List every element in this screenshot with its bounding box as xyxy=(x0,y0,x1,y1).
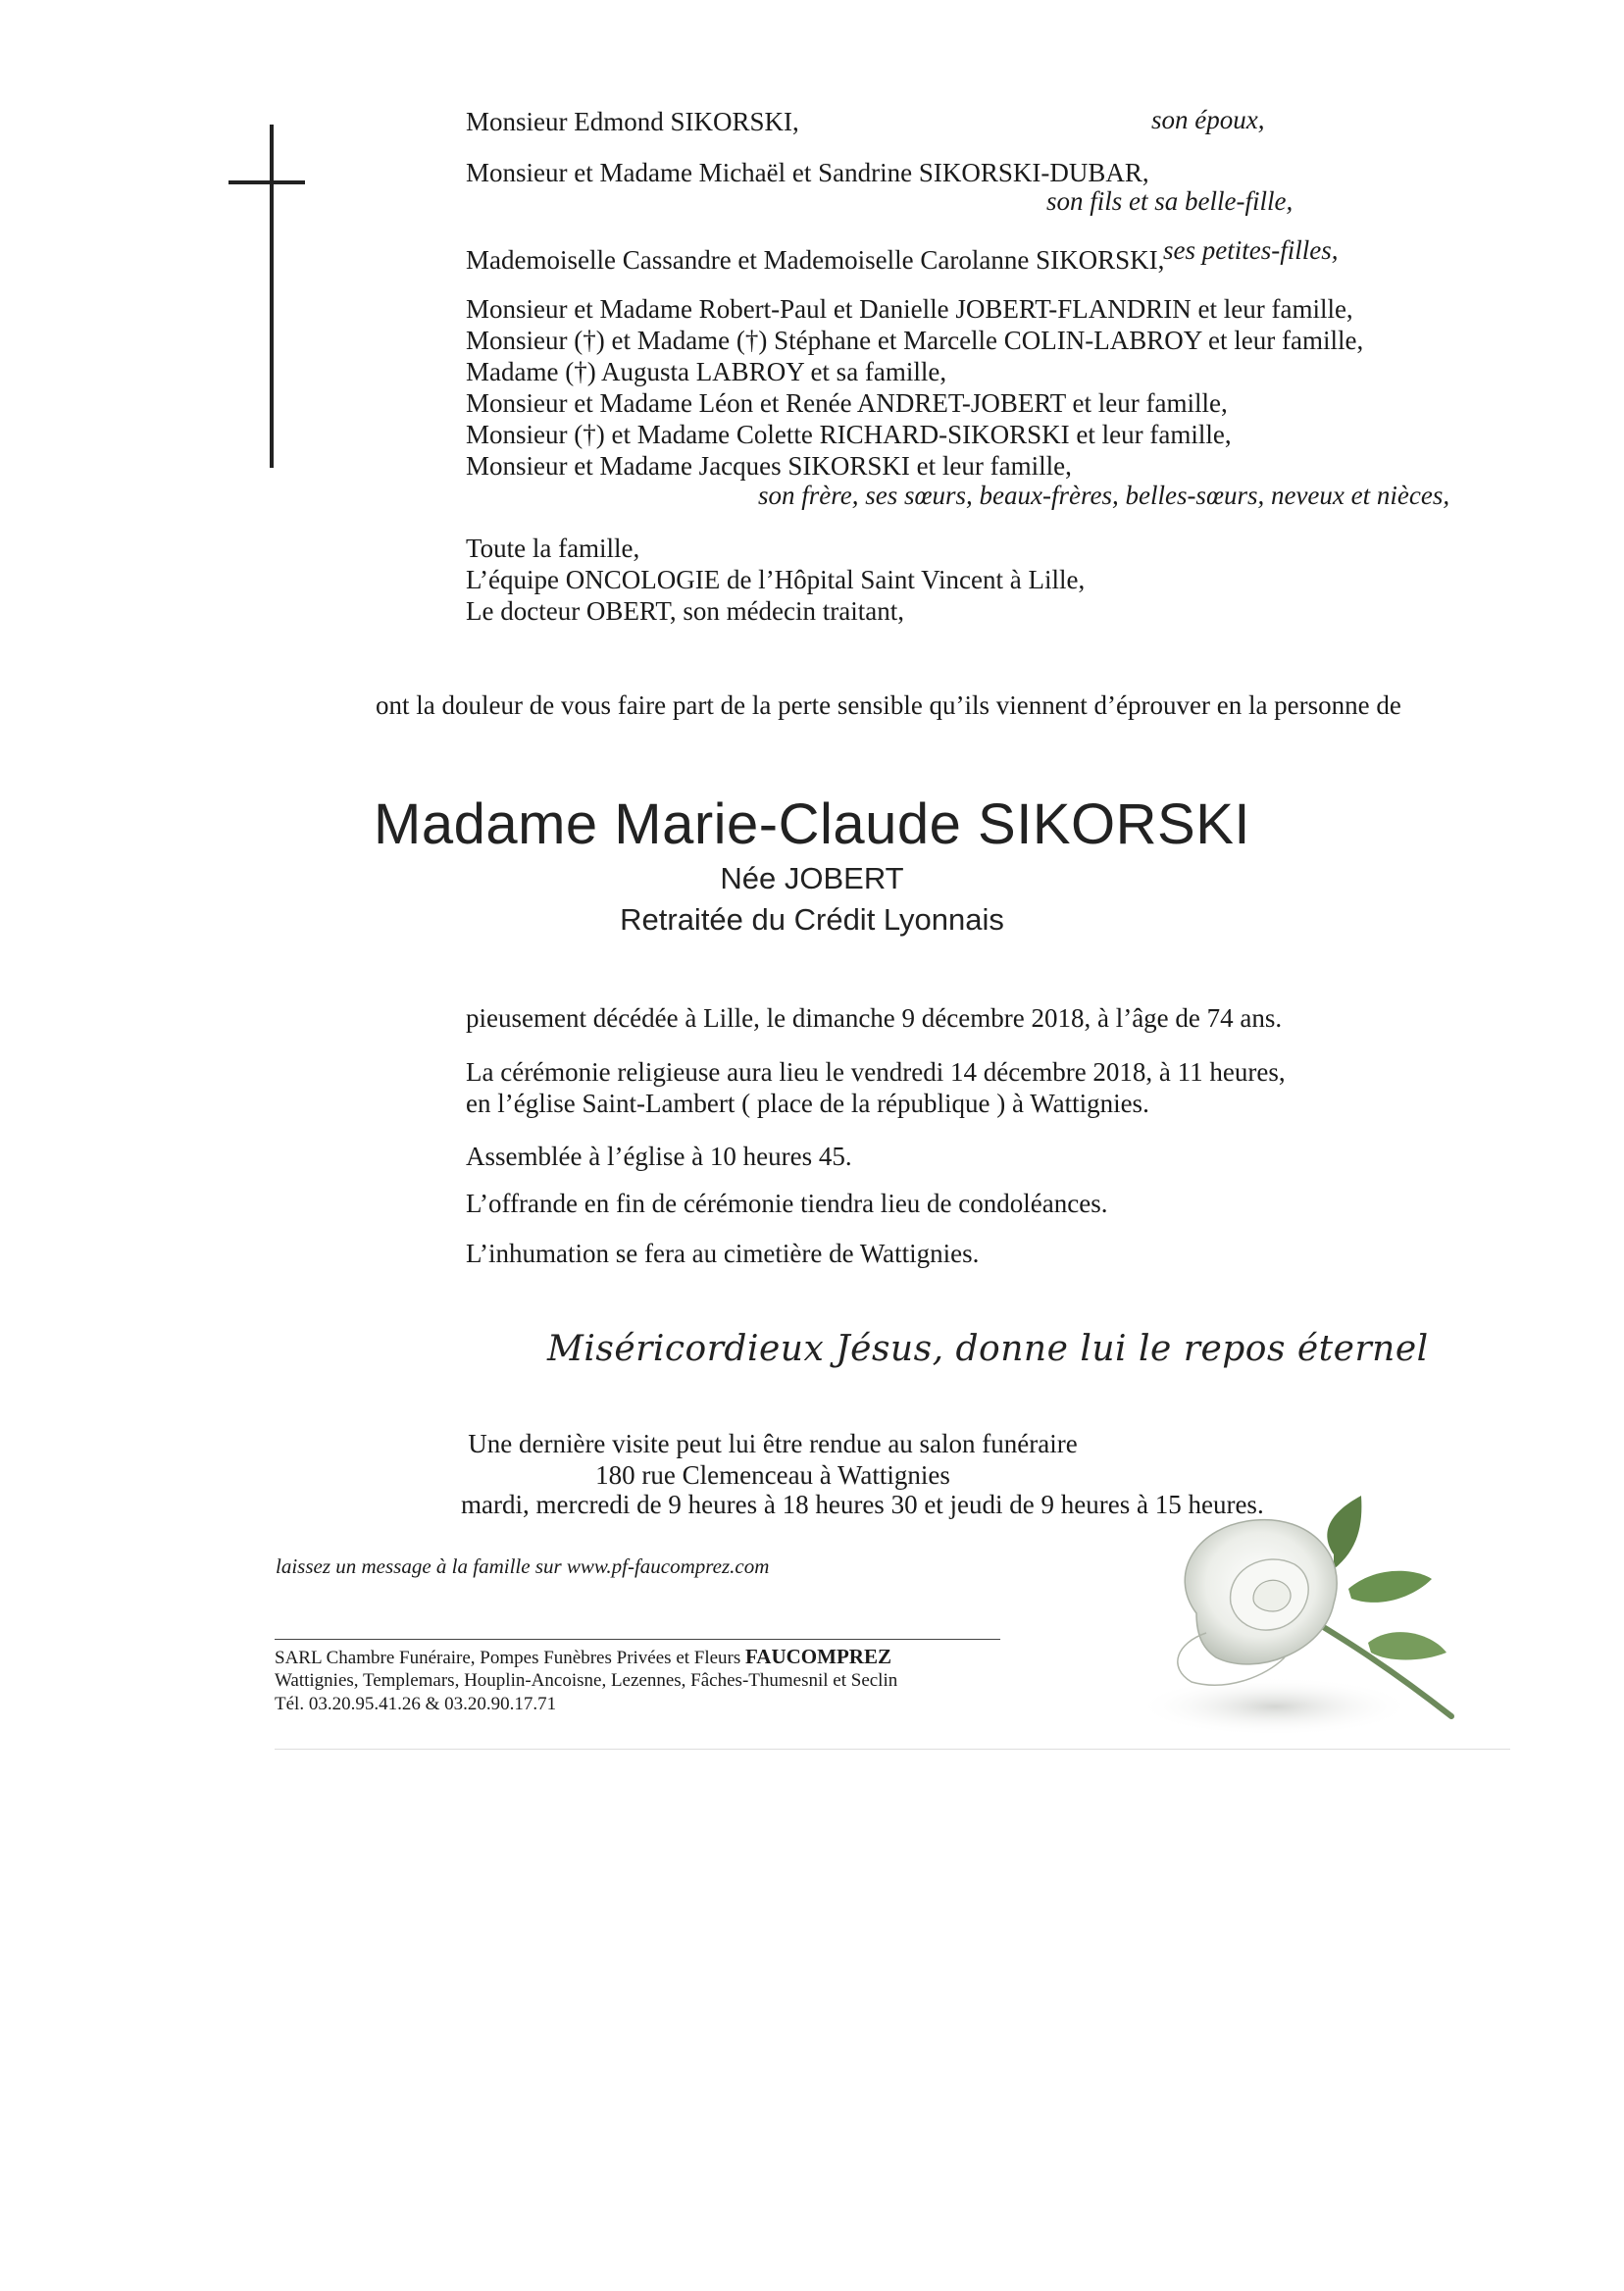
footer-divider xyxy=(275,1639,1000,1640)
announcement-text: ont la douleur de vous faire part de la perte sensible qu’ils viennent d’éprouver en la personne de xyxy=(376,690,1401,720)
family-role-siblings: son frère, ses sœurs, beaux-frères, belles-sœurs, neveux et nièces, xyxy=(758,481,1450,510)
family-role-granddaughters: ses petites-filles, xyxy=(1163,235,1339,265)
burial-note: L’inhumation se fera au cimetière de Wattignies. xyxy=(466,1239,980,1268)
family-other-line: Toute la famille, xyxy=(466,534,640,563)
family-group-line: Madame (†) Augusta LABROY et sa famille, xyxy=(466,357,947,386)
offering-note: L’offrande en fin de cérémonie tiendra lieu de condoléances. xyxy=(466,1189,1108,1218)
family-group-line: Monsieur et Madame Jacques SIKORSKI et leur famille, xyxy=(466,451,1072,481)
family-role-son: son fils et sa belle-fille, xyxy=(1046,186,1294,216)
visit-line-2: 180 rue Clemenceau à Wattignies xyxy=(595,1460,950,1490)
website-message: laissez un message à la famille sur www.pf-faucomprez.com xyxy=(276,1554,770,1578)
deceased-maiden-name: Née JOBERT xyxy=(720,861,904,895)
family-group-line: Monsieur et Madame Robert-Paul et Danielle JOBERT-FLANDRIN et leur famille, xyxy=(466,294,1353,324)
ceremony-line-1: La cérémonie religieuse aura lieu le vendredi 14 décembre 2018, à 11 heures, xyxy=(466,1057,1286,1087)
family-other-line: Le docteur OBERT, son médecin traitant, xyxy=(466,596,904,626)
visit-line-3: mardi, mercredi de 9 heures à 18 heures 30 et jeudi de 9 heures à 15 heures. xyxy=(461,1490,1264,1519)
footer-bottom-rule xyxy=(275,1749,1510,1750)
family-line-spouse: Monsieur Edmond SIKORSKI, xyxy=(466,107,799,136)
prayer-text: Miséricordieux Jésus, donne lui le repos éternel xyxy=(547,1329,1429,1369)
cross-icon xyxy=(270,125,274,468)
deceased-name: Madame Marie-Claude SIKORSKI xyxy=(374,792,1250,856)
funeral-home-phones: Tél. 03.20.95.41.26 & 03.20.90.17.71 xyxy=(275,1694,557,1714)
cross-icon-bar xyxy=(228,180,305,184)
company-prefix: SARL Chambre Funéraire, Pompes Funèbres Privées et Fleurs xyxy=(275,1648,741,1668)
company-name: FAUCOMPREZ xyxy=(745,1645,891,1668)
family-group-line: Monsieur (†) et Madame Colette RICHARD-SIKORSKI et leur famille, xyxy=(466,420,1232,449)
assembly-time: Assemblée à l’église à 10 heures 45. xyxy=(466,1142,852,1171)
family-line-son: Monsieur et Madame Michaël et Sandrine SIKORSKI-DUBAR, xyxy=(466,158,1149,187)
white-rose-icon xyxy=(1138,1496,1461,1741)
funeral-home-towns: Wattignies, Templemars, Houplin-Ancoisne, Lezennes, Fâches-Thumesnil et Seclin xyxy=(275,1670,898,1691)
funeral-home-company xyxy=(275,1646,891,1669)
deceased-occupation: Retraitée du Crédit Lyonnais xyxy=(620,902,1004,937)
family-other-line: L’équipe ONCOLOGIE de l’Hôpital Saint Vincent à Lille, xyxy=(466,565,1086,594)
visit-line-1: Une dernière visite peut lui être rendue au salon funéraire xyxy=(468,1429,1078,1458)
ceremony-line-2: en l’église Saint-Lambert ( place de la république ) à Wattignies. xyxy=(466,1089,1149,1118)
family-role-spouse: son époux, xyxy=(1151,105,1265,134)
family-line-granddaughters: Mademoiselle Cassandre et Mademoiselle Carolanne SIKORSKI, xyxy=(466,245,1165,275)
death-notice: pieusement décédée à Lille, le dimanche 9 décembre 2018, à l’âge de 74 ans. xyxy=(466,1003,1283,1033)
family-group-line: Monsieur (†) et Madame (†) Stéphane et Marcelle COLIN-LABROY et leur famille, xyxy=(466,326,1364,355)
family-group-line: Monsieur et Madame Léon et Renée ANDRET-JOBERT et leur famille, xyxy=(466,388,1228,418)
